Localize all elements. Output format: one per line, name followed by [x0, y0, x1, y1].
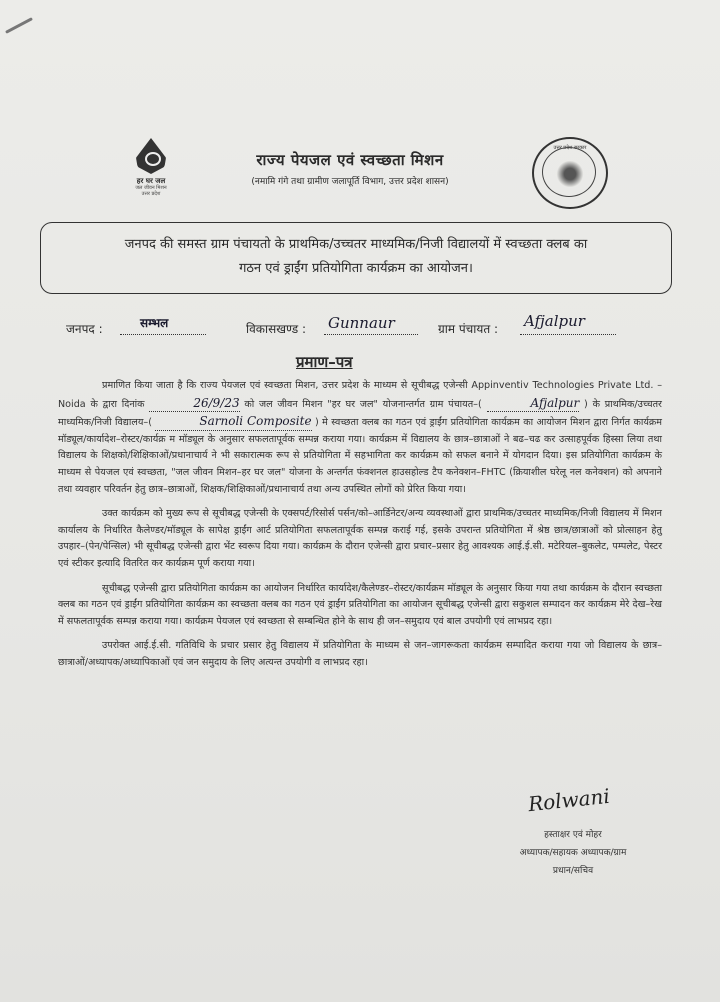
village-label: ग्राम पंचायत : [438, 322, 499, 336]
subject-line-2: गठन एवं ड्राईंग प्रतियोगिता कार्यक्रम का आयोजन। [239, 261, 473, 276]
paragraph-3: सूचीबद्ध एजेन्सी द्वारा प्रतियोगिता कार्यक्रम का आयोजन निर्धारित कार्यादेश/कैलेण्डर–रोस्टर/कार्यक्रम मॉड्यूल के अनुसार किया गया तथा कार्यक्रम के दौरान स्वच्छता क्लब का गठन एवं ड्राईंग प्रतियोगिता कार्यक्रम का स्वच्छता क्लब का गठन एवं ड्राईंग प्रतियोगिता का आयोजन सूचीबद्ध एजेन्सी द्वारा सकुशल सम्पादन कर कार्यक्रम मेरे देख–रेख में सफलतापूर्वक सम्पन्न कराया गया। कार्यक्रम पेयजल एवं स्वच्छता से सम्बन्धित होने के साथ ही जन–समुदाय एवं बाल उपयोगी एवं लाभप्रद रहा। [58, 582, 662, 627]
p1-text-c: ) के प्राथमिक/उच्चतर माध्यमिक/निजी विद्यालय–( [58, 398, 662, 429]
pen-mark [5, 17, 33, 34]
signatory-line-2: अध्यापक/सहायक अध्यापक/ग्राम [519, 848, 627, 858]
village-inline-value: Afjalpur [487, 395, 580, 413]
certificate-body [58, 378, 662, 680]
village-value: Afjalpur [524, 312, 585, 330]
paragraph-2: उक्त कार्यक्रम को मुख्य रूप से सूचीबद्ध एजेन्सी के एक्सपर्ट/रिसोर्स पर्सन/को–आर्डिनेटर/अन्य व्यवस्थाओं द्वारा प्राथमिक/उच्चतर माध्यमिक/निजी विद्यालय में मिशन कार्यालय के निर्धारित कैलेण्डर/मॉड्यूल के सापेक्ष ड्राईंग आर्ट प्रतियोगिता सफलतापूर्वक सम्पन्न कराई गई, इसके उपरान्त प्रतियोगिता में श्रेष्ठ छात्र/छात्राओं को प्रोत्साहन हेतु उपहार–(पेन/पेन्सिल) भी सूचीबद्ध एजेन्सी द्वारा भेंट स्वरूप दिया गया। कार्यक्रम के दौरान एजेन्सी द्वारा प्रचार–प्रसार हेतु आवश्यक आई.ई.सी. मटेरियल–बुकलेट, पम्पलेट, पेस्टर एवं स्टीकर इत्यादि वितरित कर कार्यक्रम पूर्ण कराया गया। [58, 508, 662, 569]
block-label: विकासखण्ड : [246, 322, 307, 336]
school-value: Sarnoli Composite [155, 413, 311, 431]
logo-tagline: हर घर जल [136, 177, 166, 185]
district-label: जनपद : [66, 322, 103, 336]
p1-text-b: को जल जीवन मिशन "हर घर जल" योजनान्तर्गत ग्राम पंचायत–( [244, 398, 482, 410]
logo-subtext-2: उत्तर प्रदेश [141, 191, 161, 197]
p1-text-d: ) मे स्वच्छता क्लब का गठन एवं ड्राईंग प्रतियोगिता कार्यक्रम का आयोजन मिशन द्वारा निर्गत कार्यक्रम मॉड्यूल/कार्यादेश–रोस्टर/कार्यक्र म मॉड्यूल के अनुसार सफलतापूर्वक सम्पन्न कराया गया। कार्यक्रम में विद्यालय के छात्र–छात्राओं ने बढ–चढ कर उत्साहपूर्वक हिस्सा लिया तथा विद्यालय के शिक्षको/शिक्षिकाओं/प्रधानाचार्य ने भी सकारात्मक रूप से प्रतियोगिता में सहभागिता कर कार्यक्रम को सफल बनाने में योगदान दिया। इस प्रतियोगिता कार्यक्रम के माध्यम से पेयजल एवं स्वच्छता, "जल जीवन मिशन–हर घर जल" योजना के अन्तर्गत फंक्शनल हाउसहोल्ड टैप कनेक्शन–FHTC (क्रियाशील घरेलू नल कनेक्शन) को अपनाने तथा व्यवहार परिवर्तन हेतु छात्र–छात्राओं, शिक्षक/शिक्षिकाओं/प्रधानाचार्य तथा अन्य उपस्थित लोगों को प्रेरित किया गया। [58, 417, 662, 495]
emblem-icon [556, 161, 584, 187]
paragraph-4: उपरोक्त आई.ई.सी. गतिविधि के प्रचार प्रसार हेतु विद्यालय में प्रतियोगिता के माध्यम से जन–जागरूकता कार्यक्रम सम्पादित कराया गया जो विद्यालय के छात्र–छात्राओं/अध्यापक/अध्यापिकाओं एवं जन समुदाय के लिए अत्यन्त उपयोगी व लाभप्रद रहा। [58, 640, 662, 668]
up-government-seal [532, 137, 608, 209]
certificate-heading: प्रमाण–पत्र [296, 353, 353, 371]
mission-subtitle: (नमामि गंगे तथा ग्रामीण जलापूर्ति विभाग, उत्तर प्रदेश शासन) [251, 177, 449, 187]
mission-title: राज्य पेयजल एवं स्वच्छता मिशन [256, 151, 444, 169]
p1-text-a: प्रमाणित किया जाता है कि राज्य पेयजल एवं स्वच्छता मिशन, उत्तर प्रदेश के माध्यम से सूचीबद्ध एजेन्सी Appinventiv Technologies Private Ltd. – Noida के द्वारा दिनांक [58, 380, 662, 410]
water-drop-icon [136, 138, 166, 174]
seal-text: उत्तर प्रदेश सरकार [553, 145, 587, 151]
subject-line-1: जनपद की समस्त ग्राम पंचायतो के प्राथमिक/उच्चतर माध्यमिक/निजी विद्यालयों में स्वच्छता क्लब का [124, 237, 588, 252]
mission-header [190, 150, 510, 187]
district-value: सम्भल [140, 316, 169, 330]
subject-box [40, 222, 672, 294]
signature: Rolwani [526, 783, 611, 817]
paragraph-1 [58, 378, 662, 498]
date-value: 26/9/23 [149, 395, 239, 413]
block-value: Gunnaur [328, 314, 395, 332]
signatory-block [478, 826, 668, 880]
signatory-line-1: हस्ताक्षर एवं मोहर [544, 830, 602, 840]
logo-subtext: जल जीवन मिशन [135, 185, 167, 191]
har-ghar-jal-logo [126, 138, 176, 197]
signatory-line-3: प्रधान/सचिव [552, 866, 594, 876]
